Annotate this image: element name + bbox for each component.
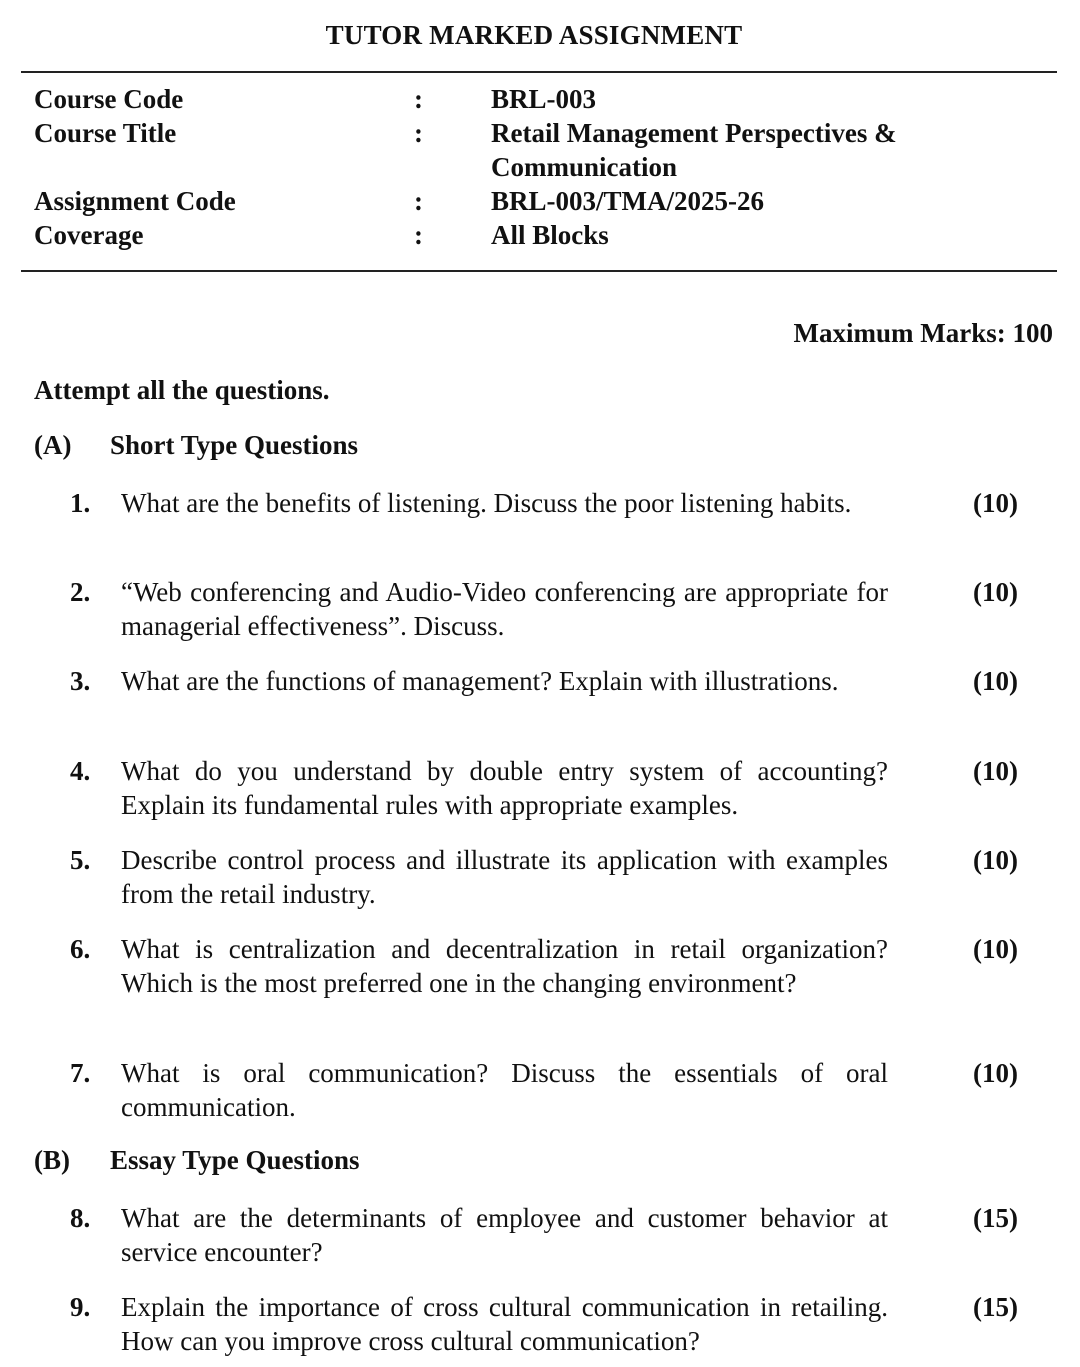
- question-item: [70, 486, 1030, 520]
- question-number: 7.: [70, 1058, 91, 1088]
- course-info-table: [34, 82, 1034, 252]
- question-number: 8.: [70, 1203, 91, 1233]
- course-code-row: [34, 82, 1034, 116]
- question-text: Explain the importance of cross cultural communication in retailing. How can you improve cross cultural communication?: [121, 1292, 888, 1356]
- separator: :: [414, 118, 423, 148]
- coverage-row: [34, 218, 1034, 252]
- course-title-value: Retail Management Perspectives & Communication: [491, 118, 897, 182]
- question-marks: (15): [973, 1203, 1018, 1233]
- course-code-label: Course Code: [34, 84, 184, 114]
- question-marks: (10): [973, 845, 1018, 875]
- question-text: “Web conferencing and Audio-Video conferencing are appropriate for managerial effectiveness”. Discuss.: [121, 577, 888, 641]
- section-title: Short Type Questions: [110, 430, 359, 460]
- question-text: Describe control process and illustrate its application with examples from the retail industry.: [121, 845, 888, 909]
- instruction-text: Attempt all the questions.: [34, 375, 330, 405]
- assignment-code-row: [34, 184, 1034, 218]
- assignment-code-value: BRL-003/TMA/2025-26: [491, 186, 764, 216]
- question-marks: (10): [973, 1058, 1018, 1088]
- course-code-value: BRL-003: [491, 84, 597, 114]
- question-marks: (10): [973, 577, 1018, 607]
- document-title: TUTOR MARKED ASSIGNMENT: [325, 20, 743, 50]
- section-letter: (A): [34, 430, 72, 460]
- top-divider: [21, 71, 1057, 73]
- question-number: 3.: [70, 666, 91, 696]
- question-marks: (10): [973, 934, 1018, 964]
- question-item: [70, 664, 1030, 698]
- question-text: What are the functions of management? Explain with illustrations.: [121, 666, 839, 696]
- question-number: 9.: [70, 1292, 91, 1322]
- question-marks: (10): [973, 756, 1018, 786]
- question-number: 5.: [70, 845, 91, 875]
- separator: :: [414, 84, 423, 114]
- assignment-code-label: Assignment Code: [34, 186, 236, 216]
- question-number: 6.: [70, 934, 91, 964]
- question-marks: (15): [973, 1292, 1018, 1322]
- question-item: [70, 575, 1030, 643]
- section-letter: (B): [34, 1145, 70, 1175]
- section-a-heading: [34, 430, 358, 461]
- question-item: [70, 843, 1030, 911]
- bottom-divider: [21, 270, 1057, 272]
- section-title: Essay Type Questions: [110, 1145, 360, 1175]
- course-title-label: Course Title: [34, 118, 177, 148]
- question-marks: (10): [973, 488, 1018, 518]
- coverage-value: All Blocks: [491, 220, 609, 250]
- question-text: What are the benefits of listening. Discuss the poor listening habits.: [121, 488, 852, 518]
- question-item: [70, 1201, 1030, 1269]
- coverage-label: Coverage: [34, 220, 144, 250]
- question-text: What is centralization and decentralization in retail organization? Which is the most preferred one in the changing environment?: [121, 934, 888, 998]
- question-marks: (10): [973, 666, 1018, 696]
- question-item: [70, 1056, 1030, 1124]
- maximum-marks: Maximum Marks: 100: [793, 318, 1053, 348]
- question-number: 2.: [70, 577, 91, 607]
- question-text: What are the determinants of employee and customer behavior at service encounter?: [121, 1203, 888, 1267]
- question-item: [70, 754, 1030, 822]
- question-number: 1.: [70, 488, 91, 518]
- question-item: [70, 932, 1030, 1000]
- separator: :: [414, 186, 423, 216]
- separator: :: [414, 220, 423, 250]
- course-title-row: [34, 116, 1034, 184]
- question-number: 4.: [70, 756, 91, 786]
- section-b-heading: [34, 1145, 360, 1176]
- question-text: What do you understand by double entry system of accounting? Explain its fundamental rules with appropriate examples.: [121, 756, 888, 820]
- question-item: [70, 1290, 1030, 1358]
- question-text: What is oral communication? Discuss the essentials of oral communication.: [121, 1058, 888, 1122]
